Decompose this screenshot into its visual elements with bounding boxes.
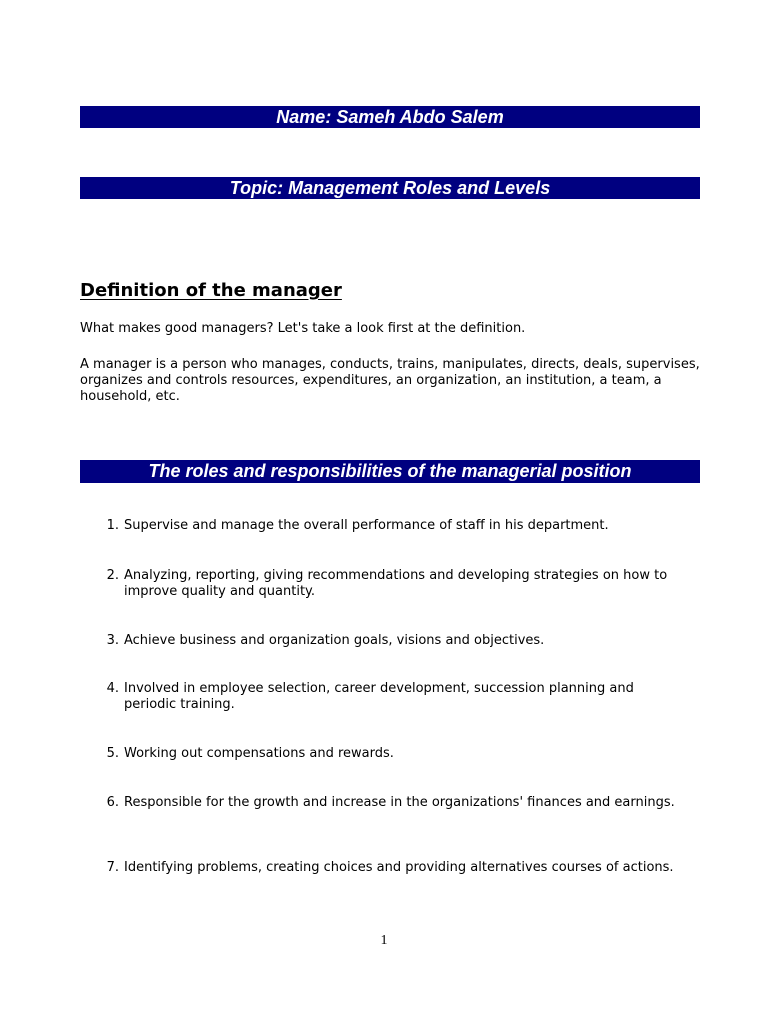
list-item-text: Responsible for the growth and increase in the organizations' finances and earnings.: [124, 795, 675, 810]
list-item-number: 5.: [106, 746, 119, 761]
intro-paragraph: What makes good managers? Let's take a look first at the definition.: [80, 321, 526, 336]
list-item-text: Identifying problems, creating choices and providing alternatives courses of actions.: [124, 860, 674, 875]
list-item-text: Involved in employee selection, career development, succession planning and periodic training.: [124, 681, 634, 712]
definition-heading: Definition of the manager: [80, 280, 342, 301]
list-item-number: 2.: [106, 568, 119, 583]
roles-banner: The roles and responsibilities of the managerial position: [80, 460, 700, 483]
name-banner: Name: Sameh Abdo Salem: [80, 106, 700, 128]
definition-paragraph: A manager is a person who manages, conducts, trains, manipulates, directs, deals, supervises, organizes and controls resources, expenditures, an organization, an institution, a team, a household, etc.: [80, 357, 700, 404]
list-item-number: 7.: [106, 860, 119, 875]
list-item-number: 4.: [106, 681, 119, 696]
list-item-text: Achieve business and organization goals, visions and objectives.: [124, 633, 545, 648]
list-item-number: 6.: [106, 795, 119, 810]
list-item-text: Supervise and manage the overall performance of staff in his department.: [124, 518, 609, 533]
list-item-text: Working out compensations and rewards.: [124, 746, 394, 761]
list-item-number: 3.: [106, 633, 119, 648]
list-item-text: Analyzing, reporting, giving recommendations and developing strategies on how to improve quality and quantity.: [124, 568, 668, 599]
list-item-number: 1.: [106, 518, 119, 533]
page-number: 1: [380, 933, 388, 948]
topic-banner: Topic: Management Roles and Levels: [80, 177, 700, 199]
